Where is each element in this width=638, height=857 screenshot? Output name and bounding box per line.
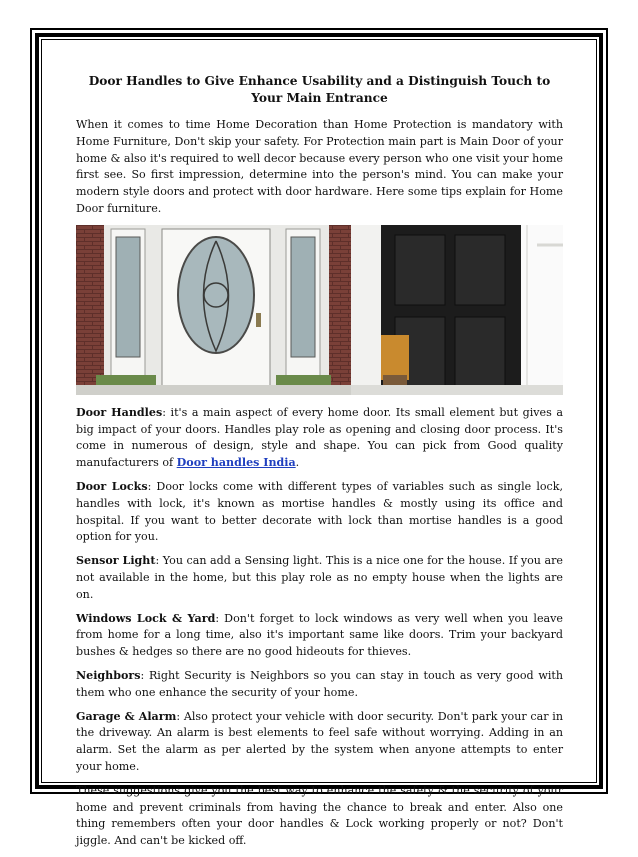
section-door-handles [76,405,563,472]
intro-paragraph: When it comes to time Home Decoration than Home Protection is mandatory with Home Furniture, Don't skip your safety. For Protection main part is Main Door of your home & also it's required to well decor because every person who one visit your home first see. So first impression, determine into the person's mind. You can make your modern style doors and protect with door hardware. Here some tips explain for Home Door furniture. [76,118,563,215]
white-door-photo [76,225,351,395]
section-text-after: . [295,456,300,470]
section-heading: Garage & Alarm [76,709,177,723]
section-text: : Right Security is Neighbors so you can stay in touch as very good with them who one enhance the security of your home. [76,668,563,699]
door-handles-india-link[interactable]: Door handles India [176,456,296,470]
section-heading: Door Locks [76,479,148,493]
section-heading: Windows Lock & Yard [76,611,216,625]
closing-paragraph: These suggestions give you the best way to enhance the safety & the security of your home and prevent criminals from having the chance to break and enter. Also one thing remembers often your door handles & Lock working properly or not? Don't jiggle. And can't be kicked off. [76,783,563,848]
section-text: : it's a main aspect of every home door. Its small element but gives a big impact of your doors. Handles play role as opening and closing door process. It's come in numerous of design, style and shape. You can pick from Good quality manufacturers of [76,405,563,470]
section-neighbors [76,668,563,702]
document-title: Door Handles to Give Enhance Usability and a Distinguish Touch to Your Main Entrance [88,74,551,105]
section-heading: Neighbors [76,668,141,682]
section-door-locks [76,479,563,546]
document-body [76,73,563,857]
black-door-photo [351,225,563,395]
section-heading: Door Handles [76,405,163,419]
section-text: : Door locks come with different types of variables such as single lock, handles with lock, it's known as mortise handles & mostly using its office and hospital. If you want to better decorate with lock than mortise handles is a good option for you. [76,479,564,544]
section-heading: Sensor Light [76,554,156,568]
section-text: : Also protect your vehicle with door security. Don't park your car in the driveway. An alarm is best elements to feel safe without worrying. Adding in an alarm. Set the alarm as per alerted by the system when anyone attempts to enter your home. [76,709,564,773]
section-text: : Don't forget to lock windows as very well when you leave from home for a long time, also it's important same like doors. Trim your backyard bushes & hedges so there are no good hideouts for thieves. [76,611,563,659]
section-garage-alarm [76,709,563,776]
door-photo [76,225,563,395]
section-sensor-light [76,553,563,603]
section-windows-lock-yard [76,611,563,661]
section-text: : You can add a Sensing light. This is a nice one for the house. If you are not available in the home, but this play role as no empty house when the lights are on. [76,554,563,601]
